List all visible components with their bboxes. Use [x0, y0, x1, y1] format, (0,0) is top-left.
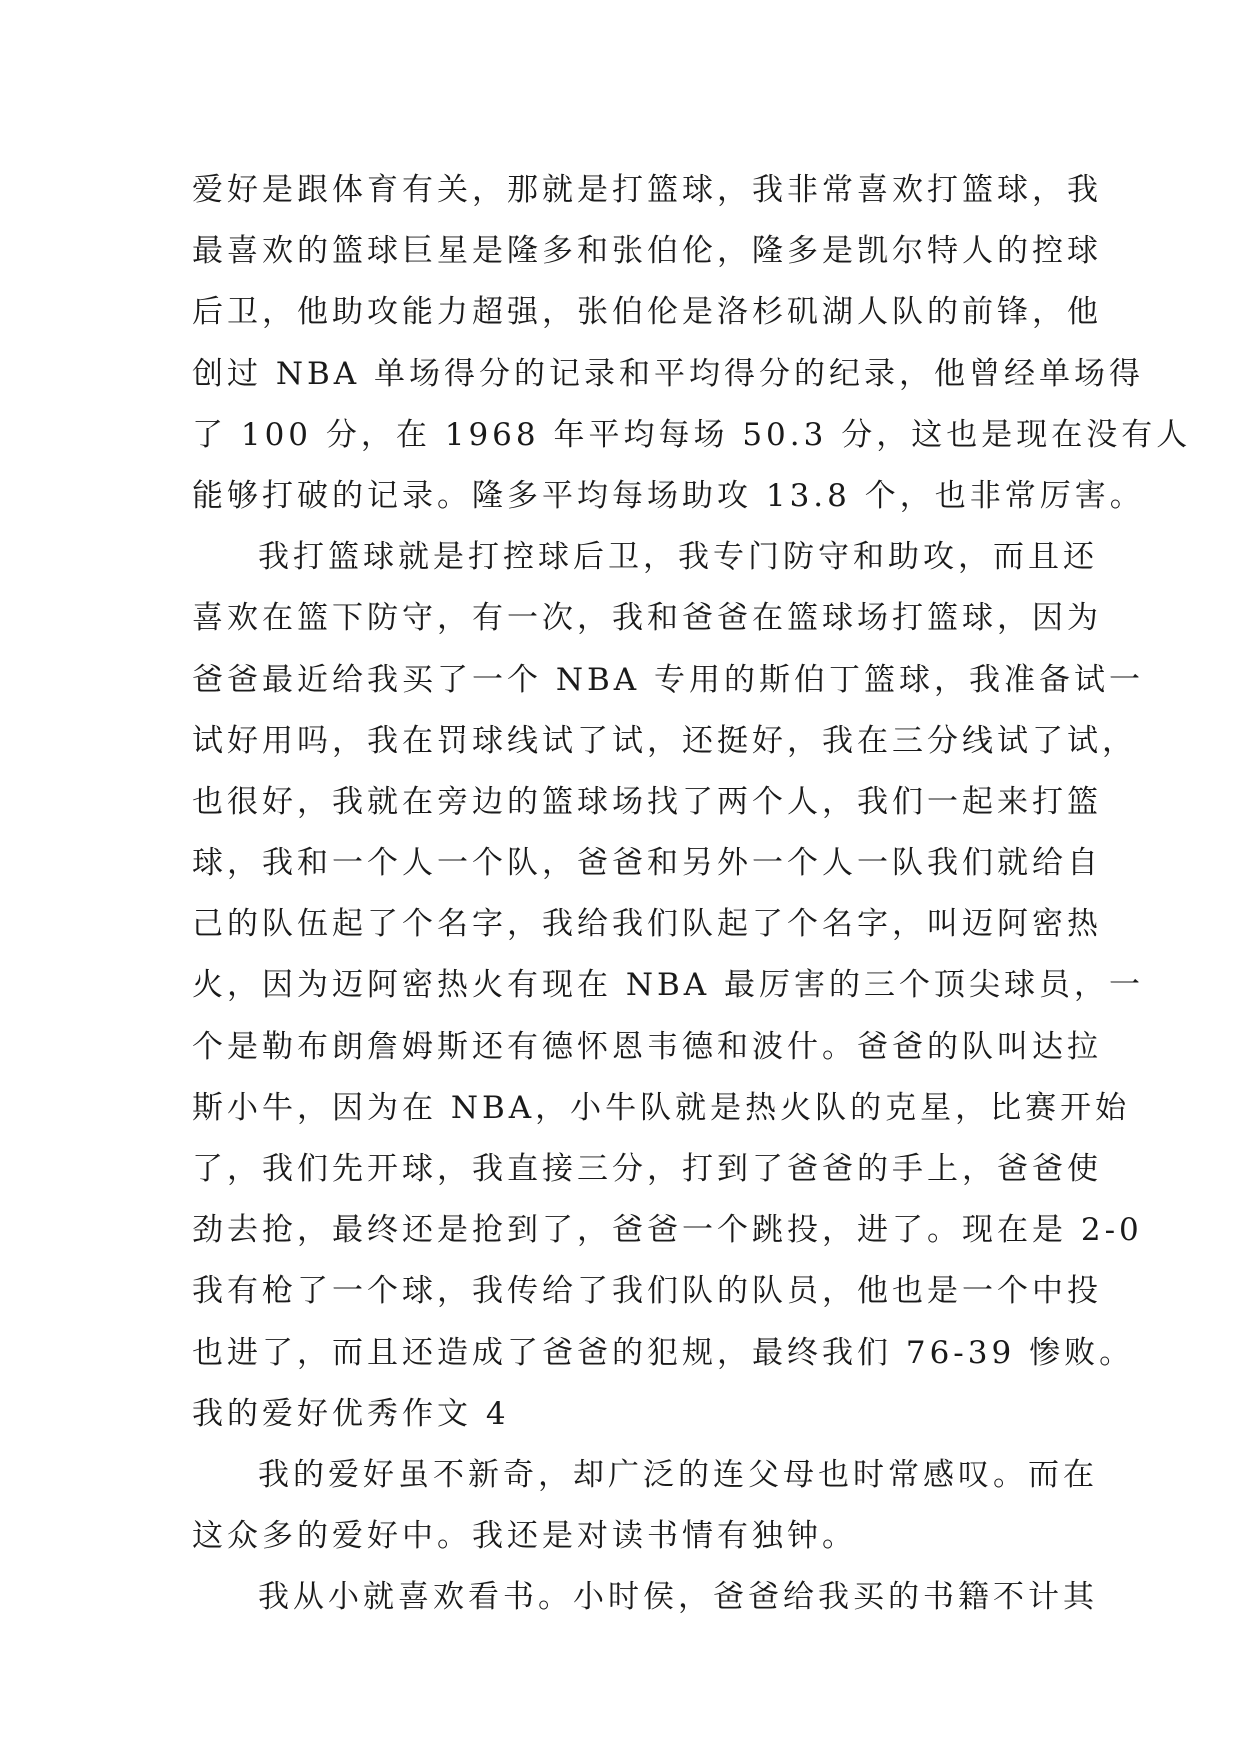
text-line: 创过 NBA 单场得分的记录和平均得分的纪录，他曾经单场得 — [192, 355, 1144, 392]
section-heading: 我的爱好优秀作文 4 — [192, 1395, 510, 1432]
text-line: 也进了，而且还造成了爸爸的犯规，最终我们 76-39 惨败。 — [192, 1334, 1135, 1371]
text-line: 了 100 分，在 1968 年平均每场 50.3 分，这也是现在没有人 — [192, 416, 1192, 453]
text-line: 能够打破的记录。隆多平均每场助攻 13.8 个，也非常厉害。 — [192, 477, 1145, 514]
text-line: 这众多的爱好中。我还是对读书情有独钟。 — [192, 1518, 857, 1555]
text-line: 了，我们先开球，我直接三分，打到了爸爸的手上，爸爸使 — [192, 1151, 1102, 1187]
text-line: 劲去抢，最终还是抢到了，爸爸一个跳投，进了。现在是 2-0 — [192, 1212, 1143, 1249]
text-line: 我有枪了一个球，我传给了我们队的队员，他也是一个中投 — [192, 1273, 1102, 1310]
text-line: 喜欢在篮下防守，有一次，我和爸爸在篮球场打篮球，因为 — [192, 600, 1102, 637]
text-line: 也很好，我就在旁边的篮球场找了两个人，我们一起来打篮 — [192, 783, 1102, 820]
text-line: 个是勒布朗詹姆斯还有德怀恩韦德和波什。爸爸的队叫达拉 — [192, 1028, 1102, 1065]
paragraph-first-line: 我的爱好虽不新奇，却广泛的连父母也时常感叹。而在 — [258, 1456, 1098, 1493]
text-line: 球，我和一个人一个队，爸爸和另外一个人一队我们就给自 — [192, 845, 1102, 882]
text-line: 爱好是跟体育有关，那就是打篮球，我非常喜欢打篮球，我 — [192, 172, 1102, 208]
text-line: 最喜欢的篮球巨星是隆多和张伯伦，隆多是凯尔特人的控球 — [192, 233, 1102, 270]
paragraph-first-line: 我打篮球就是打控球后卫，我专门防守和助攻，而且还 — [258, 539, 1098, 576]
text-line: 试好用吗，我在罚球线试了试，还挺好，我在三分线试了试， — [192, 722, 1137, 759]
text-line: 后卫，他助攻能力超强，张伯伦是洛杉矶湖人队的前锋，他 — [192, 294, 1102, 331]
text-line: 斯小牛，因为在 NBA，小牛队就是热火队的克星，比赛开始 — [192, 1089, 1131, 1126]
text-line: 爸爸最近给我买了一个 NBA 专用的斯伯丁篮球，我准备试一 — [192, 661, 1144, 698]
text-line: 火，因为迈阿密热火有现在 NBA 最厉害的三个顶尖球员，一 — [192, 967, 1144, 1004]
text-line: 己的队伍起了个名字，我给我们队起了个名字，叫迈阿密热 — [192, 906, 1102, 943]
document-body — [192, 160, 1192, 1629]
paragraph-first-line: 我从小就喜欢看书。小时侯，爸爸给我买的书籍不计其 — [258, 1579, 1098, 1616]
